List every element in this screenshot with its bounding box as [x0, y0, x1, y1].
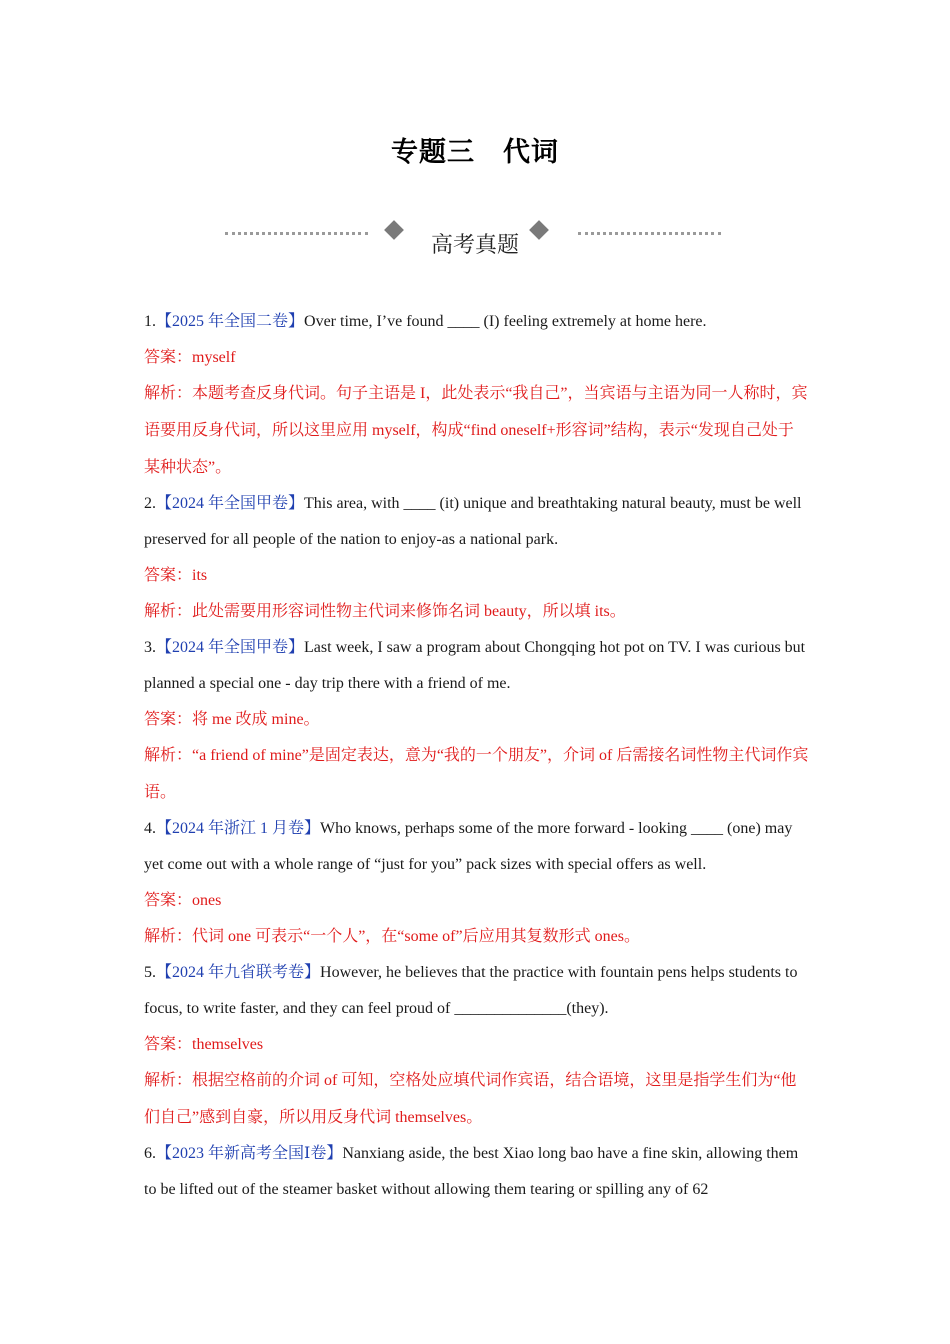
- question-item: [144, 486, 809, 630]
- answer: 答案：its: [144, 567, 208, 584]
- explanation: 解析：本题考查反身代词。句子主语是 I，此处表示“我自己”，当宾语与主语为同一人称时，宾语要用反身代词，所以这里应用 myself，构成“find oneself+形容词”结构，表示“发现自己处于某种状态”。: [144, 385, 808, 476]
- question-text: 3.【2024 年全国甲卷】Last week, I saw a program about Chongqing hot pot on TV. I was curious but planned a special one - day trip there with a friend of me.: [144, 639, 806, 692]
- explanation: 解析：根据空格前的介词 of 可知，空格处应填代词作宾语，结合语境，这里是指学生们为“他们自己”感到自豪，所以用反身代词 themselves。: [144, 1072, 797, 1126]
- question-item: [144, 304, 809, 486]
- source-tag: 【2023 年新高考全国Ⅰ卷】: [156, 1145, 343, 1162]
- question-item: [144, 630, 809, 811]
- answer: 答案：themselves: [144, 1036, 264, 1053]
- question-text: 1.【2025 年全国二卷】Over time, I’ve found ____ (I) feeling extremely at home here.: [144, 313, 707, 330]
- source-tag: 【2025 年全国二卷】: [156, 313, 305, 330]
- question-text: 6.【2023 年新高考全国Ⅰ卷】Nanxiang aside, the best Xiao long bao have a fine skin, allowing them to be lifted out of the steamer basket without allowing them tearing or spilling any of 62: [144, 1145, 799, 1198]
- question-item: [144, 811, 809, 955]
- section-heading: 高考真题: [430, 233, 519, 258]
- answer: 答案：ones: [144, 892, 222, 909]
- explanation: 解析：此处需要用形容词性物主代词来修饰名词 beauty，所以填 its。: [144, 603, 626, 620]
- explanation: 解析：“a friend of mine”是固定表达，意为“我的一个朋友”，介词 of 后需接名词性物主代词作宾语。: [144, 747, 809, 801]
- answer: 答案：将 me 改成 mine。: [144, 711, 320, 728]
- source-tag: 【2024 年全国甲卷】: [156, 495, 305, 512]
- source-tag: 【2024 年九省联考卷】: [156, 964, 321, 981]
- question-item: [144, 1136, 809, 1208]
- question-list: [144, 304, 809, 1208]
- dotted-rule-right: [578, 232, 721, 235]
- question-text: 5.【2024 年九省联考卷】However, he believes that the practice with fountain pens helps students to focus, to write faster, and they can feel proud of ______________(they).: [144, 964, 798, 1017]
- question-item: [144, 955, 809, 1136]
- answer: 答案：myself: [144, 349, 236, 366]
- source-tag: 【2024 年全国甲卷】: [156, 639, 305, 656]
- page-title: 专题三 代词: [391, 137, 559, 168]
- question-text: 4.【2024 年浙江 1 月卷】Who knows, perhaps some of the more forward - looking ____ (one) may yet come out with a whole range of “just for you” pack sizes with special offers as well.: [144, 820, 793, 873]
- section-divider: [0, 215, 950, 275]
- source-tag: 【2024 年浙江 1 月卷】: [156, 820, 321, 837]
- explanation: 解析：代词 one 可表示“一个人”，在“some of”后应用其复数形式 ones。: [144, 928, 640, 945]
- question-text: 2.【2024 年全国甲卷】This area, with ____ (it) unique and breathtaking natural beauty, must be well preserved for all people of the nation to enjoy-as a national park.: [144, 495, 802, 548]
